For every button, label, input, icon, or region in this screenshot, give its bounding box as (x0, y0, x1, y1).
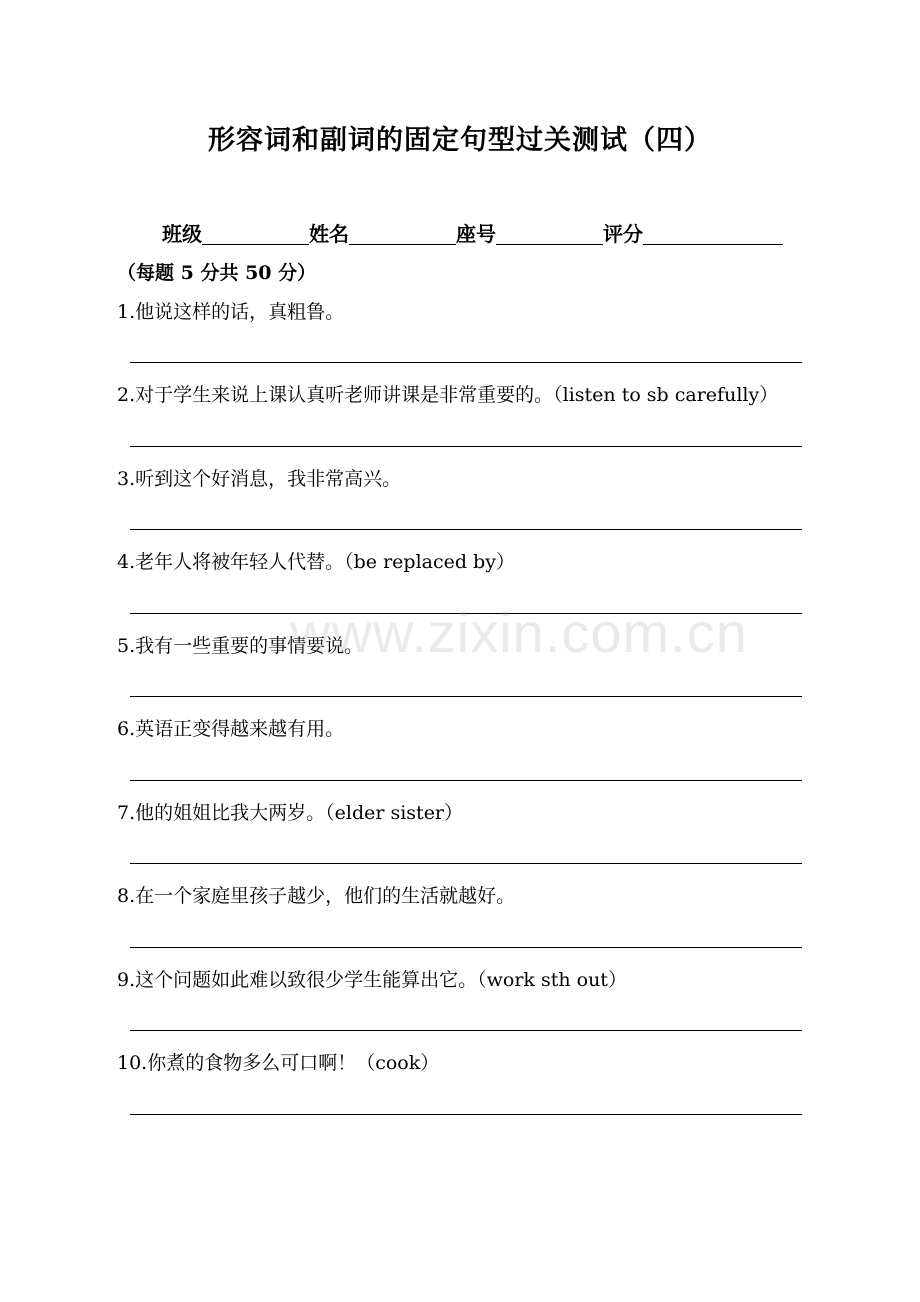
question-2: 2.对于学生来说上课认真听老师讲课是非常重要的。（listen to sb carefully） (117, 384, 779, 406)
answer-line-8[interactable] (130, 947, 802, 948)
seat-blank[interactable] (496, 220, 603, 245)
page-title: 形容词和副词的固定句型过关测试（四） (208, 125, 712, 156)
answer-line-5[interactable] (130, 696, 802, 697)
answer-line-10[interactable] (130, 1114, 802, 1115)
question-4: 4.老年人将被年轻人代替。（be replaced by） (117, 551, 515, 573)
scoring-instruction: （每题 5 分共 50 分） (117, 262, 317, 284)
question-6: 6.英语正变得越来越有用。 (117, 718, 345, 740)
answer-line-3[interactable] (130, 529, 802, 530)
question-10: 10.你煮的食物多么可口啊！（cook） (117, 1052, 440, 1074)
score-blank[interactable] (643, 220, 783, 245)
question-9: 9.这个问题如此难以致很少学生能算出它。（work sth out） (117, 969, 627, 991)
watermark-text: www.zixin.com.cn (290, 601, 748, 664)
answer-line-1[interactable] (130, 362, 802, 363)
answer-line-9[interactable] (130, 1030, 802, 1031)
answer-line-4[interactable] (130, 613, 802, 614)
question-5: 5.我有一些重要的事情要说。 (117, 635, 364, 657)
seat-label: 座号 (456, 222, 496, 246)
question-8: 8.在一个家庭里孩子越少，他们的生活就越好。 (117, 885, 516, 907)
class-label: 班级 (162, 222, 202, 246)
answer-line-2[interactable] (130, 446, 802, 447)
question-1: 1.他说这样的话，真粗鲁。 (117, 301, 345, 323)
answer-line-6[interactable] (130, 780, 802, 781)
student-info-row (162, 218, 783, 248)
name-label: 姓名 (309, 222, 349, 246)
class-blank[interactable] (202, 220, 309, 245)
score-label: 评分 (603, 222, 643, 246)
question-3: 3.听到这个好消息，我非常高兴。 (117, 468, 402, 490)
question-7: 7.他的姐姐比我大两岁。（elder sister） (117, 802, 464, 824)
answer-line-7[interactable] (130, 863, 802, 864)
name-blank[interactable] (349, 220, 456, 245)
